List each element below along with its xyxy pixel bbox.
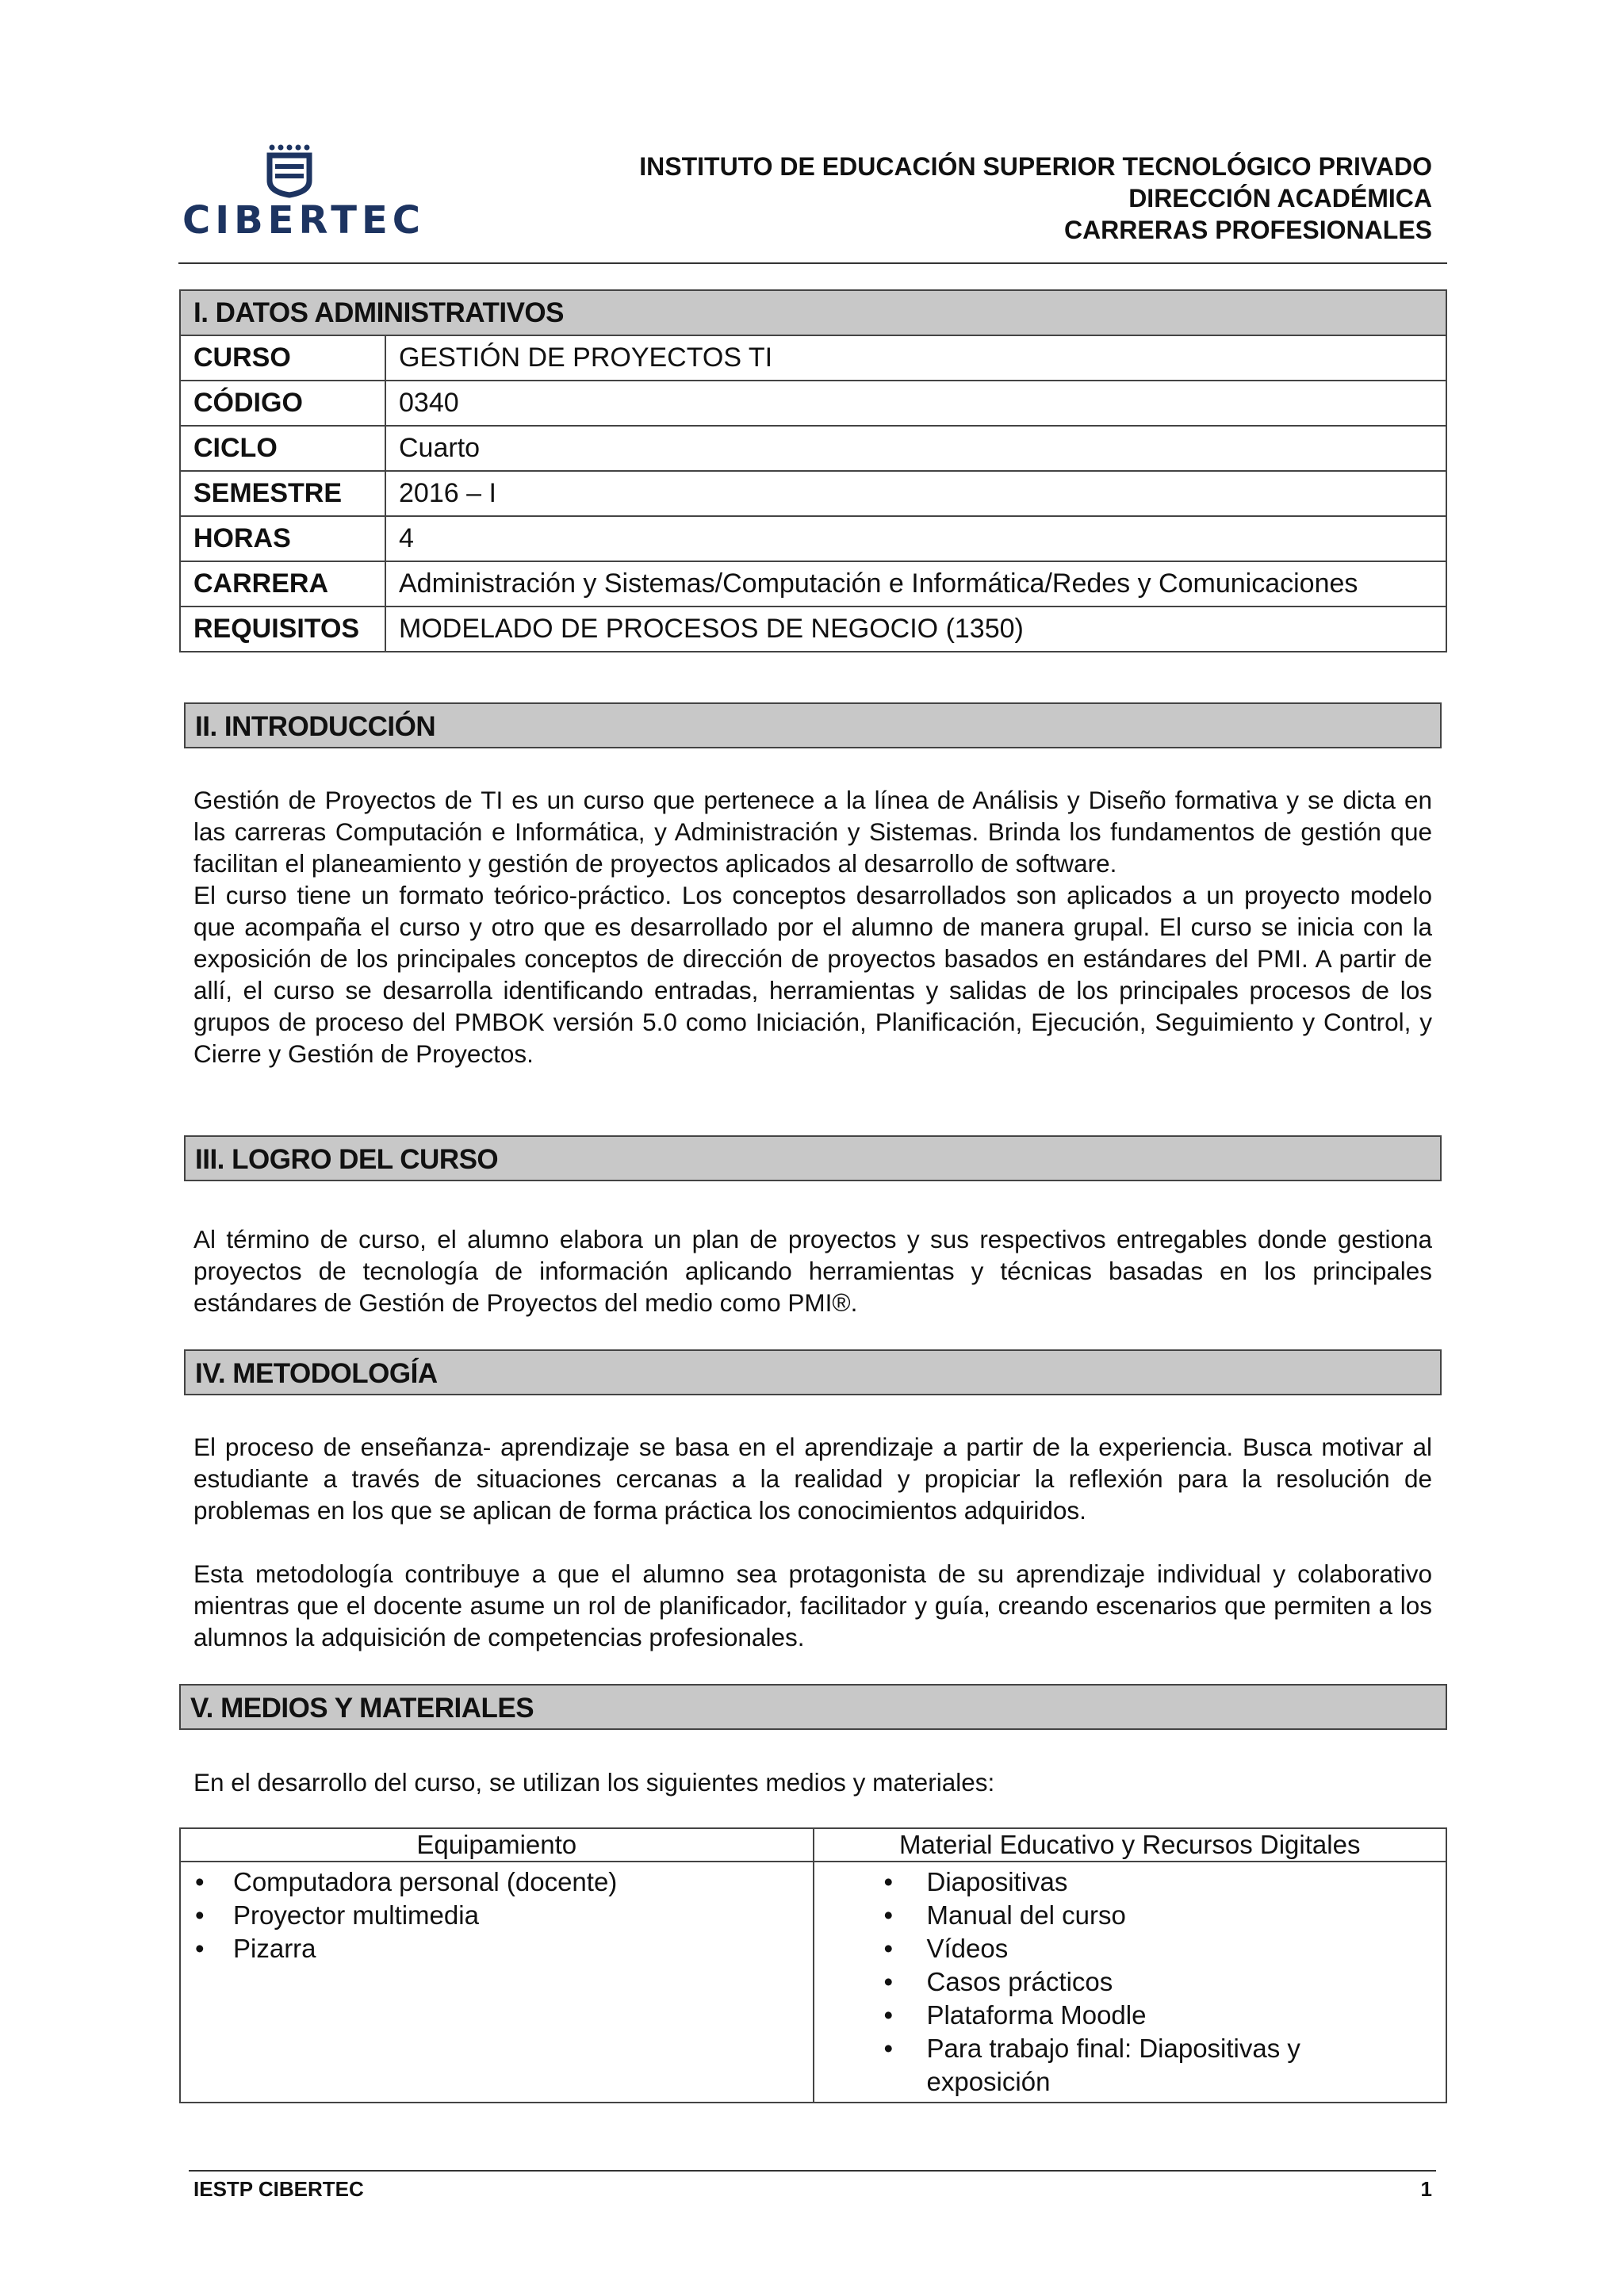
row-value: MODELADO DE PROCESOS DE NEGOCIO (1350) bbox=[385, 607, 1446, 652]
section-title-admin: I. DATOS ADMINISTRATIVOS bbox=[180, 290, 1446, 335]
intro-text bbox=[193, 784, 1432, 1070]
row-label: CURSO bbox=[180, 335, 385, 381]
list-item: • Vídeos bbox=[814, 1932, 1446, 1965]
table-row bbox=[180, 381, 1446, 426]
section-title-intro: II. INTRODUCCIÓN bbox=[184, 702, 1442, 748]
table-row bbox=[180, 516, 1446, 561]
section-title-metodologia: IV. METODOLOGÍA bbox=[184, 1349, 1442, 1395]
metodologia-paragraph-2: Esta metodología contribuye a que el alumno sea protagonista de su aprendizaje individual y colaborativo mientras que el docente asume un rol de planificador, facilitador y guía, creando escenarios que permiten a los alumnos la adquisición de competencias profesionales. bbox=[193, 1559, 1432, 1651]
list-item: • Para trabajo final: Diapositivas y exposición bbox=[814, 2032, 1446, 2099]
row-value: GESTIÓN DE PROYECTOS TI bbox=[385, 335, 1446, 381]
metodologia-paragraph-1: El proceso de enseñanza- aprendizaje se basa en el aprendizaje a partir de la experiencia. Busca motivar al estudiante a través de situaciones cercanas a la realidad y propiciar la reflexión para la resolución de problemas en los que se aplican de forma práctica los conocimientos adquiridos. bbox=[193, 1433, 1432, 1525]
institution-name: INSTITUTO DE EDUCACIÓN SUPERIOR TECNOLÓGICO PRIVADO bbox=[639, 152, 1432, 181]
metodologia-text bbox=[193, 1431, 1432, 1653]
admin-data-table bbox=[179, 289, 1447, 652]
table-row bbox=[180, 335, 1446, 381]
row-value: 0340 bbox=[385, 381, 1446, 426]
crest-icon bbox=[250, 143, 329, 206]
list-item: • Casos prácticos bbox=[814, 1965, 1446, 1999]
table-row bbox=[180, 607, 1446, 652]
section-title-logro: III. LOGRO DEL CURSO bbox=[184, 1135, 1442, 1181]
row-label: HORAS bbox=[180, 516, 385, 561]
logo-wordmark: CIBERTEC bbox=[182, 198, 426, 243]
row-label: CÓDIGO bbox=[180, 381, 385, 426]
list-item: • Manual del curso bbox=[814, 1899, 1446, 1932]
row-label: CICLO bbox=[180, 426, 385, 471]
row-value: Cuarto bbox=[385, 426, 1446, 471]
list-item: • Proyector multimedia bbox=[181, 1899, 813, 1932]
row-label: SEMESTRE bbox=[180, 471, 385, 516]
list-item: • Diapositivas bbox=[814, 1866, 1446, 1899]
materials-list bbox=[814, 1866, 1446, 2099]
footer-divider bbox=[189, 2170, 1436, 2172]
row-value: 2016 – I bbox=[385, 471, 1446, 516]
materials-cell bbox=[814, 1862, 1447, 2103]
header-divider bbox=[178, 262, 1447, 264]
equipment-list bbox=[181, 1866, 813, 1965]
footer-institution: IESTP CIBERTEC bbox=[193, 2177, 364, 2201]
media-materials-table bbox=[179, 1827, 1447, 2103]
logro-paragraph: Al término de curso, el alumno elabora un plan de proyectos y sus respectivos entregables donde gestiona proyectos de tecnología de información aplicando herramientas y técnicas basadas en los principales estándares de Gestión de Proyectos del medio como PMI®. bbox=[193, 1225, 1432, 1317]
column-header-equipment: Equipamiento bbox=[180, 1828, 814, 1862]
institution-header bbox=[639, 151, 1432, 246]
row-label: REQUISITOS bbox=[180, 607, 385, 652]
list-item: • Computadora personal (docente) bbox=[181, 1866, 813, 1899]
row-value: Administración y Sistemas/Computación e Informática/Redes y Comunicaciones bbox=[385, 561, 1446, 607]
equipment-cell bbox=[180, 1862, 814, 2103]
intro-paragraph-2: El curso tiene un formato teórico-práctico. Los conceptos desarrollados son aplicados a un proyecto modelo que acompaña el curso y otro que es desarrollado por el alumno de manera grupal. El curso se inicia con la exposición de los principales conceptos de dirección de proyectos basados en estándares del PMI. A partir de allí, el curso se desarrolla identificando entradas, herramientas y salidas de los principales procesos de los grupos de proceso del PMBOK versión 5.0 como Iniciación, Planificación, Ejecución, Seguimiento y Control, y Cierre y Gestión de Proyectos. bbox=[193, 881, 1432, 1068]
intro-paragraph-1: Gestión de Proyectos de TI es un curso que pertenece a la línea de Análisis y Diseño formativa y se dicta en las carreras Computación e Informática, y Administración y Sistemas. Brinda los fundamentos de gestión que facilitan el planeamiento y gestión de proyectos aplicados al desarrollo de software. bbox=[193, 786, 1432, 878]
medios-intro: En el desarrollo del curso, se utilizan los siguientes medios y materiales: bbox=[193, 1768, 995, 1797]
table-row bbox=[180, 561, 1446, 607]
section-title-medios: V. MEDIOS Y MATERIALES bbox=[179, 1684, 1447, 1730]
list-item: • Pizarra bbox=[181, 1932, 813, 1965]
column-header-materials: Material Educativo y Recursos Digitales bbox=[814, 1828, 1447, 1862]
list-item: • Plataforma Moodle bbox=[814, 1999, 1446, 2032]
department-name: DIRECCIÓN ACADÉMICA bbox=[1128, 184, 1432, 212]
cibertec-logo bbox=[182, 143, 426, 243]
table-row bbox=[180, 471, 1446, 516]
row-value: 4 bbox=[385, 516, 1446, 561]
row-label: CARRERA bbox=[180, 561, 385, 607]
table-row bbox=[180, 426, 1446, 471]
page-number: 1 bbox=[1420, 2177, 1432, 2201]
logro-text bbox=[193, 1223, 1432, 1318]
program-name: CARRERAS PROFESIONALES bbox=[1063, 216, 1432, 244]
